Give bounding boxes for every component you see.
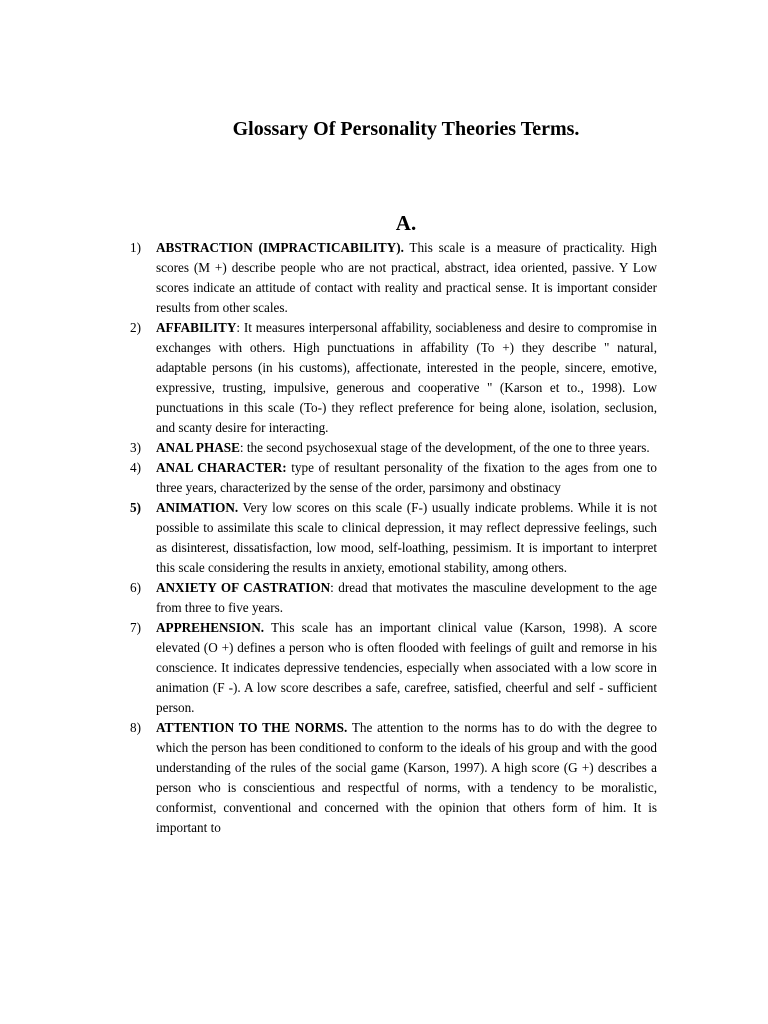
glossary-entry [0,718,768,838]
entry-number: 1) [130,240,141,255]
glossary-entry [0,578,768,618]
entry-term: ATTENTION TO THE NORMS. [156,720,348,735]
glossary-entry [0,458,768,498]
entry-body [156,318,657,438]
entry-number: 5) [130,500,141,515]
entry-number: 4) [130,460,141,475]
entry-term: APPREHENSION. [156,620,265,635]
entry-term: ABSTRACTION (IMPRACTICABILITY). [156,240,404,255]
entry-term: ANIMATION. [156,500,239,515]
section-heading-a: A. [395,211,417,235]
entry-number: 2) [130,320,141,335]
glossary-entry [0,238,768,318]
entry-definition: : dread that motivates the masculine development to the age from three to five years. [156,580,658,615]
glossary-entry [0,618,768,718]
glossary-entry [0,498,768,578]
entry-body [156,438,657,458]
glossary-entry [0,438,768,458]
entry-definition: type of resultant personality of the fixation to the ages from one to three years, characterized by the sense of the order, parsimony and obstinacy [156,460,657,495]
entry-definition: The attention to the norms has to do with the degree to which the person has been conditioned to conform to the ideals of his group and with the good understanding of the rules of the social game (Karson, 1997). A high score (G +) describes a person who is conscientious and respectful of norms, with a tendency to be moralistic, conformist, conventional and concerned with the opinion that others form of him. It is important to [156,720,657,835]
entry-number: 7) [130,620,141,635]
entry-body [156,618,657,718]
entry-number: 6) [130,580,141,595]
entry-body [156,458,657,498]
entry-definition: This scale is a measure of practicality. High scores (M +) describe people who are not practical, abstract, idea oriented, passive. Y Low scores indicate an attitude of contact with reality and practical sense. It is important consider results from other scales. [156,240,657,315]
glossary-entry [0,318,768,438]
entry-body [156,498,657,578]
entry-body [156,238,657,318]
entry-definition: Very low scores on this scale (F-) usually indicate problems. While it is not possible to assimilate this scale to clinical depression, it may reflect depressive feelings, such as disinterest, dissatisfaction, low mood, self-loathing, pessimism. It is important to interpret this scale considering the results in anxiety, emotional stability, among others. [156,500,657,575]
entry-number: 3) [130,440,141,455]
entry-body [156,578,657,618]
entry-definition: This scale has an important clinical value (Karson, 1998). A score elevated (O +) defines a person who is often flooded with feelings of guilt and remorse in his conscience. It indicates depressive tendencies, especially when associated with a low score in animation (F -). A low score describes a safe, carefree, satisfied, cheerful and self - sufficient person. [156,620,657,715]
entry-term: AFFABILITY [156,320,237,335]
entry-term: ANXIETY OF CASTRATION [156,580,331,595]
glossary-list [0,238,768,838]
page-title: Glossary Of Personality Theories Terms. [232,118,580,140]
entry-term: ANAL PHASE [156,440,240,455]
entry-definition: : the second psychosexual stage of the development, of the one to three years. [239,440,650,455]
entry-body [156,718,657,838]
entry-number: 8) [130,720,141,735]
entry-definition: : It measures interpersonal affability, sociableness and desire to compromise in exchanges with others. High punctuations in affability (To +) they describe " natural, adaptable persons (in his customs), affectionate, interested in the people, sincere, emotive, expressive, trusting, impulsive, generous and cooperative " (Karson et to., 1998). Low punctuations in this scale (To-) they reflect preference for being alone, isolation, seclusion, and scanty desire for interacting. [156,320,657,435]
entry-term: ANAL CHARACTER: [156,460,287,475]
